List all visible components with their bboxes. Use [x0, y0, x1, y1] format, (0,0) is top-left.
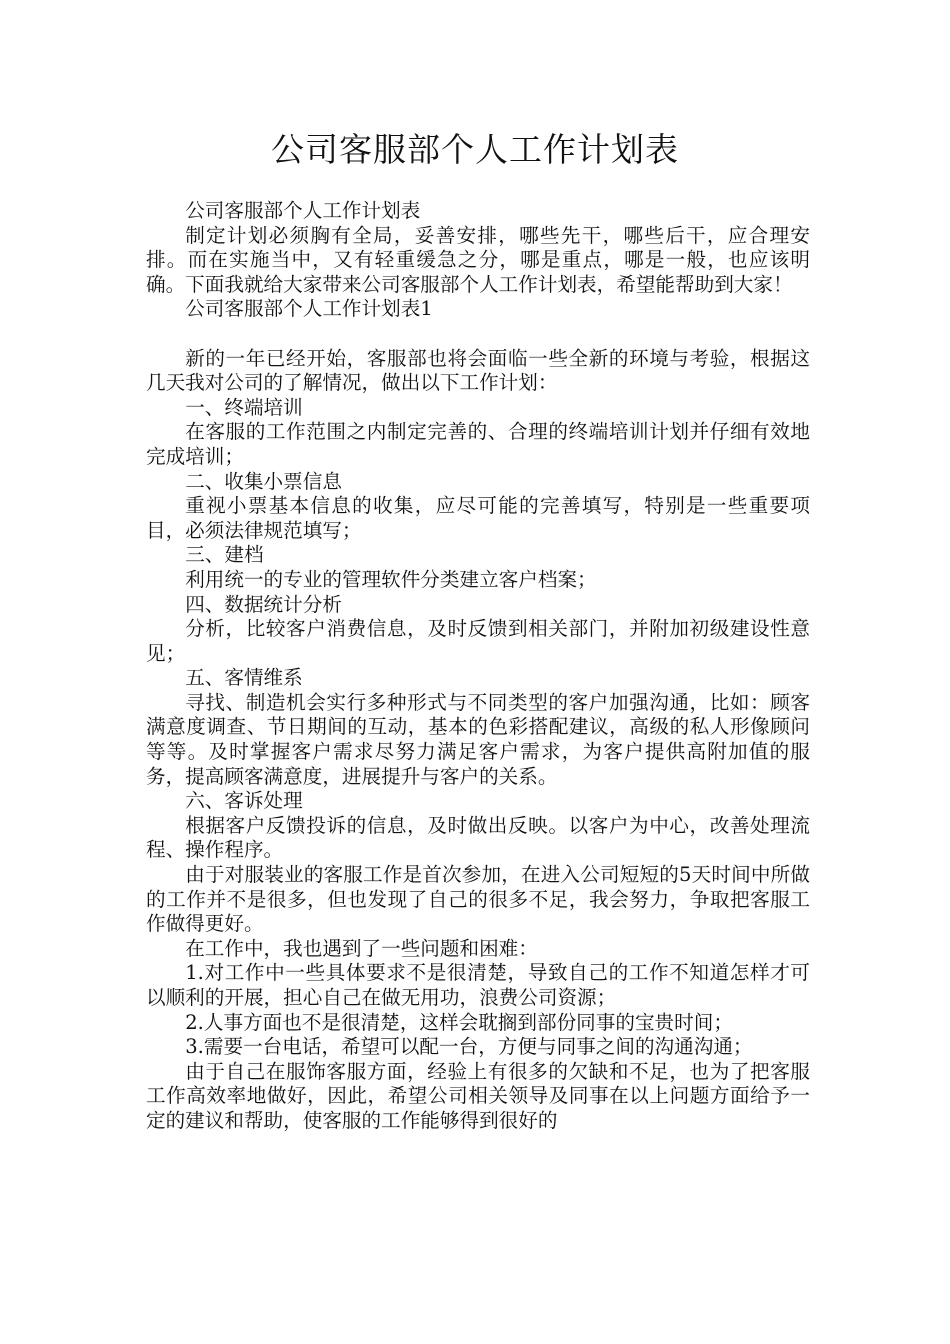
paragraph-subtitle: 公司客服部个人工作计划表 [185, 199, 421, 222]
list-item-problem-3: 3.需要一台电话，希望可以配一台，方便与同事之间的沟通沟通； [185, 1035, 753, 1059]
document-body [146, 199, 810, 1134]
paragraph-plan-heading: 公司客服部个人工作计划表1 [185, 297, 433, 321]
list-item-problem-2: 2.人事方面也不是很清楚，这样会耽搁到部份同事的宝贵时间； [185, 1010, 733, 1034]
paragraph-statistics: 分析，比较客户消费信息，及时反馈到相关部门，并附加初级建设性意见； [146, 617, 810, 665]
section-heading-training: 一、终端培训 [185, 395, 303, 419]
section-heading-receipts: 二、收集小票信息 [185, 469, 342, 493]
paragraph-complaints: 根据客户反馈投诉的信息，及时做出反映。以客户为中心，改善处理流程、操作程序。 [146, 813, 810, 862]
paragraph-relations: 寻找、制造机会实行多种形式与不同类型的客户加强沟通，比如：顾客满意度调查、节日期间的互动，基本的色彩搭配建议，高级的私人形像顾问等等。及时掌握客户需求尽努力满足客户需求，为客户提供高附加值的服务，提高顾客满意度，进展提升与客户的关系。 [146, 690, 810, 788]
list-item-problem-1: 1.对工作中一些具体要求不是很清楚，导致自己的工作不知道怎样才可以顺利的开展，担心自己在做无用功，浪费公司资源； [146, 961, 810, 1009]
paragraph-opening: 新的一年已经开始，客服部也将会面临一些全新的环境与考验，根据这几天我对公司的了解情况，做出以下工作计划： [146, 346, 810, 395]
paragraph-closing: 由于自己在服饰客服方面，经验上有很多的欠缺和不足，也为了把客服工作高效率地做好，因此，希望公司相关领导及同事在以上问题方面给予一定的建议和帮助，使客服的工作能够得到很好的 [146, 1059, 810, 1132]
paragraph-intro: 制定计划必须胸有全局，妥善安排，哪些先干，哪些后干，应合理安排。而在实施当中，又有轻重缓急之分，哪是重点，哪是一般，也应该明确。下面我就给大家带来公司客服部个人工作计划表，希望能帮助到大家！ [146, 223, 810, 296]
section-heading-relations: 五、客情维系 [185, 666, 303, 690]
document-title: 公司客服部个人工作计划表 [271, 130, 679, 169]
paragraph-receipts: 重视小票基本信息的收集，应尽可能的完善填写，特别是一些重要项目，必须法律规范填写； [146, 494, 810, 542]
section-heading-archive: 三、建档 [185, 543, 264, 567]
paragraph-training: 在客服的工作范围之内制定完善的、合理的终端培训计划并仔细有效地完成培训； [146, 420, 810, 468]
paragraph-reflection: 由于对服装业的客服工作是首次参加，在进入公司短短的5天时间中所做的工作并不是很多，但也发现了自己的很多不足，我会努力，争取把客服工作做得更好。 [146, 863, 810, 936]
section-heading-statistics: 四、数据统计分析 [185, 592, 342, 616]
paragraph-problems-intro: 在工作中，我也遇到了一些问题和困难： [185, 936, 538, 960]
paragraph-archive: 利用统一的专业的管理软件分类建立客户档案； [185, 567, 597, 591]
section-heading-complaints: 六、客诉处理 [185, 789, 303, 813]
blank-line [146, 322, 810, 347]
